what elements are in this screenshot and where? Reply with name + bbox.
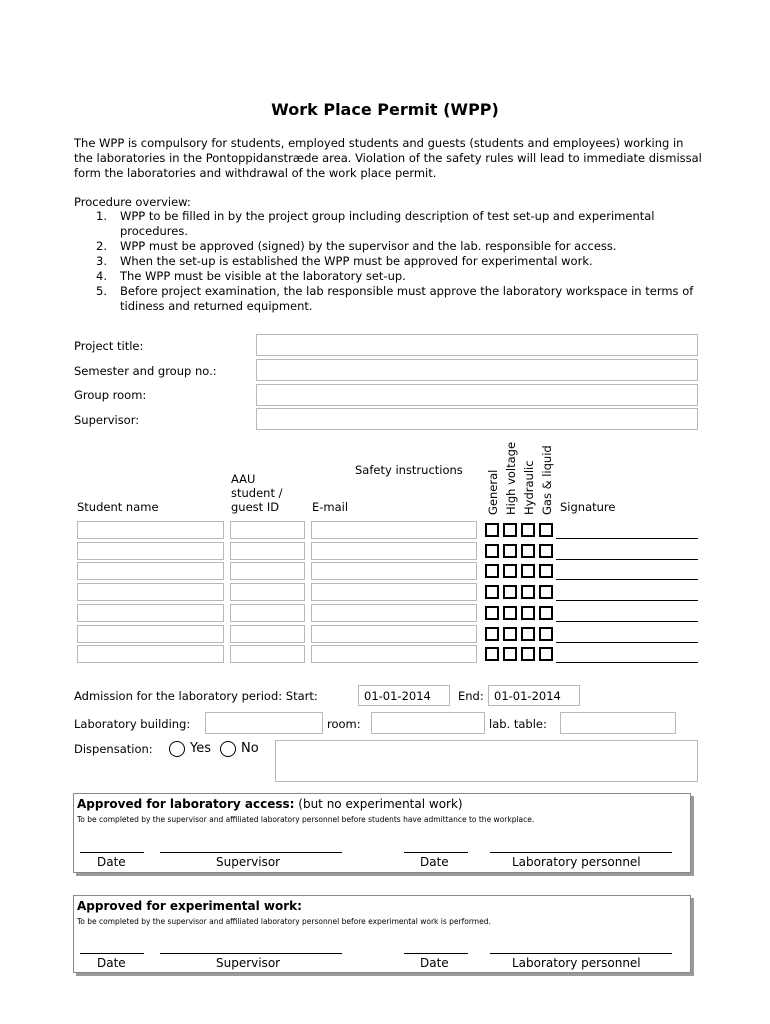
access-date2-label: Date xyxy=(420,855,449,869)
gas-liquid-checkbox[interactable] xyxy=(539,606,553,620)
semester-label: Semester and group no.: xyxy=(74,364,217,378)
supervisor-label: Supervisor: xyxy=(74,413,140,427)
yes-radio[interactable] xyxy=(169,741,185,757)
semester-input[interactable] xyxy=(256,359,698,381)
high-voltage-checkbox[interactable] xyxy=(503,544,517,558)
group-room-label: Group room: xyxy=(74,388,147,402)
hydraulic-checkbox[interactable] xyxy=(521,585,535,599)
general-checkbox[interactable] xyxy=(485,627,499,641)
high-voltage-checkbox[interactable] xyxy=(503,606,517,620)
general-checkbox[interactable] xyxy=(485,564,499,578)
procedure-list xyxy=(96,209,706,314)
general-checkbox[interactable] xyxy=(485,523,499,537)
room-input[interactable] xyxy=(371,712,485,734)
student-id-input[interactable] xyxy=(230,625,305,643)
supervisor-input[interactable] xyxy=(256,408,698,430)
procedure-item: 1. WPP to be filled in by the project group including description of test set-up and experimental procedures. xyxy=(96,209,655,238)
procedure-item: 4. The WPP must be visible at the laboratory set-up. xyxy=(96,269,406,283)
experimental-date1-label: Date xyxy=(97,956,126,970)
access-date2-line[interactable] xyxy=(404,852,468,853)
procedure-heading: Procedure overview: xyxy=(74,195,191,209)
signature-line[interactable] xyxy=(556,579,698,580)
hydraulic-checkbox[interactable] xyxy=(521,647,535,661)
access-approval-panel xyxy=(73,793,691,873)
yes-label: Yes xyxy=(190,741,211,756)
procedure-item: 3. When the set-up is established the WPP must be approved for experimental work. xyxy=(96,254,593,268)
end-label: End: xyxy=(458,689,484,703)
gas-liquid-checkbox[interactable] xyxy=(539,564,553,578)
intro-text: The WPP is compulsory for students, employed students and guests (students and employees) working in the laboratories in the Pontoppidanstræde area. Violation of the safety rules will lead to immediate dismissal form the laboratories and withdrawal of the work place permit. xyxy=(74,136,702,180)
general-checkbox[interactable] xyxy=(485,606,499,620)
student-id-input[interactable] xyxy=(230,562,305,580)
student-name-input[interactable] xyxy=(77,583,224,601)
experimental-date1-line[interactable] xyxy=(80,953,144,954)
signature-line[interactable] xyxy=(556,621,698,622)
experimental-date2-line[interactable] xyxy=(404,953,468,954)
student-name-input[interactable] xyxy=(77,645,224,663)
access-lab-label: Laboratory personnel xyxy=(512,855,641,869)
admission-label: Admission for the laboratory period: Start: xyxy=(74,689,318,703)
lab-table-input[interactable] xyxy=(560,712,676,734)
access-lab-line[interactable] xyxy=(490,852,672,853)
group-room-input[interactable] xyxy=(256,384,698,406)
email-input[interactable] xyxy=(311,625,477,643)
procedure-item: 2. WPP must be approved (signed) by the supervisor and the lab. responsible for access. xyxy=(96,239,617,253)
email-input[interactable] xyxy=(311,645,477,663)
access-note: To be completed by the supervisor and affiliated laboratory personnel before students have admittance to the workplace. xyxy=(77,815,535,824)
email-input[interactable] xyxy=(311,562,477,580)
student-name-input[interactable] xyxy=(77,521,224,539)
student-name-input[interactable] xyxy=(77,625,224,643)
table-row xyxy=(0,520,770,540)
gas-liquid-checkbox[interactable] xyxy=(539,585,553,599)
signature-line[interactable] xyxy=(556,538,698,539)
access-heading: Approved for laboratory access: (but no experimental work) xyxy=(77,797,463,811)
student-name-input[interactable] xyxy=(77,542,224,560)
table-row xyxy=(0,582,770,602)
email-input[interactable] xyxy=(311,604,477,622)
email-input[interactable] xyxy=(311,542,477,560)
building-input[interactable] xyxy=(205,712,323,734)
no-label: No xyxy=(241,741,259,756)
room-label: room: xyxy=(327,717,361,731)
high-voltage-header: High voltage xyxy=(504,441,518,515)
general-header: General xyxy=(486,469,500,515)
signature-line[interactable] xyxy=(556,600,698,601)
gas-liquid-checkbox[interactable] xyxy=(539,627,553,641)
experimental-supervisor-line[interactable] xyxy=(160,953,342,954)
high-voltage-checkbox[interactable] xyxy=(503,523,517,537)
signature-header: Signature xyxy=(560,500,616,514)
email-input[interactable] xyxy=(311,521,477,539)
table-row xyxy=(0,541,770,561)
project-title-input[interactable] xyxy=(256,334,698,356)
hydraulic-checkbox[interactable] xyxy=(521,523,535,537)
email-input[interactable] xyxy=(311,583,477,601)
table-row xyxy=(0,561,770,581)
experimental-supervisor-label: Supervisor xyxy=(216,956,281,970)
gas-liquid-header: Gas & liquid xyxy=(540,445,554,515)
hydraulic-checkbox[interactable] xyxy=(521,627,535,641)
student-id-input[interactable] xyxy=(230,542,305,560)
experimental-approval-panel xyxy=(73,895,691,973)
lab-table-label: lab. table: xyxy=(489,717,547,731)
signature-line[interactable] xyxy=(556,662,698,663)
dispensation-label: Dispensation: xyxy=(74,742,153,756)
table-row xyxy=(0,644,770,664)
experimental-lab-label: Laboratory personnel xyxy=(512,956,641,970)
procedure-item: 5. Before project examination, the lab responsible must approve the laboratory workspace in terms of tidiness and returned equipment. xyxy=(96,284,694,313)
high-voltage-checkbox[interactable] xyxy=(503,564,517,578)
access-date1-line[interactable] xyxy=(80,852,144,853)
student-name-input[interactable] xyxy=(77,604,224,622)
experimental-heading: Approved for experimental work: xyxy=(77,899,302,913)
student-id-input[interactable] xyxy=(230,604,305,622)
project-title-label: Project title: xyxy=(74,339,144,353)
page-title: Work Place Permit (WPP) xyxy=(271,100,499,119)
end-date-input[interactable]: 01-01-2014 xyxy=(488,685,580,706)
student-id-input[interactable] xyxy=(230,583,305,601)
student-name-header: Student name xyxy=(77,500,159,514)
signature-line[interactable] xyxy=(556,642,698,643)
experimental-lab-line[interactable] xyxy=(490,953,672,954)
gas-liquid-checkbox[interactable] xyxy=(539,544,553,558)
general-checkbox[interactable] xyxy=(485,544,499,558)
access-supervisor-label: Supervisor xyxy=(216,855,281,869)
hydraulic-checkbox[interactable] xyxy=(521,606,535,620)
no-radio[interactable] xyxy=(220,741,236,757)
general-checkbox[interactable] xyxy=(485,585,499,599)
start-date-input[interactable]: 01-01-2014 xyxy=(358,685,450,706)
access-date1-label: Date xyxy=(97,855,126,869)
high-voltage-checkbox[interactable] xyxy=(503,647,517,661)
aau-id-header: AAU student / guest ID xyxy=(231,472,283,514)
gas-liquid-checkbox[interactable] xyxy=(539,647,553,661)
gas-liquid-checkbox[interactable] xyxy=(539,523,553,537)
hydraulic-header: Hydraulic xyxy=(522,460,536,515)
hydraulic-checkbox[interactable] xyxy=(521,564,535,578)
hydraulic-checkbox[interactable] xyxy=(521,544,535,558)
table-row xyxy=(0,624,770,644)
building-label: Laboratory building: xyxy=(74,717,191,731)
general-checkbox[interactable] xyxy=(485,647,499,661)
dispensation-input[interactable] xyxy=(275,740,698,782)
table-row xyxy=(0,603,770,623)
signature-line[interactable] xyxy=(556,559,698,560)
student-name-input[interactable] xyxy=(77,562,224,580)
experimental-note: To be completed by the supervisor and affiliated laboratory personnel before experimental work is performed. xyxy=(77,917,491,926)
email-header: E-mail xyxy=(312,500,349,514)
high-voltage-checkbox[interactable] xyxy=(503,585,517,599)
experimental-date2-label: Date xyxy=(420,956,449,970)
safety-instructions-header: Safety instructions xyxy=(355,463,463,477)
student-id-input[interactable] xyxy=(230,645,305,663)
student-id-input[interactable] xyxy=(230,521,305,539)
access-supervisor-line[interactable] xyxy=(160,852,342,853)
high-voltage-checkbox[interactable] xyxy=(503,627,517,641)
